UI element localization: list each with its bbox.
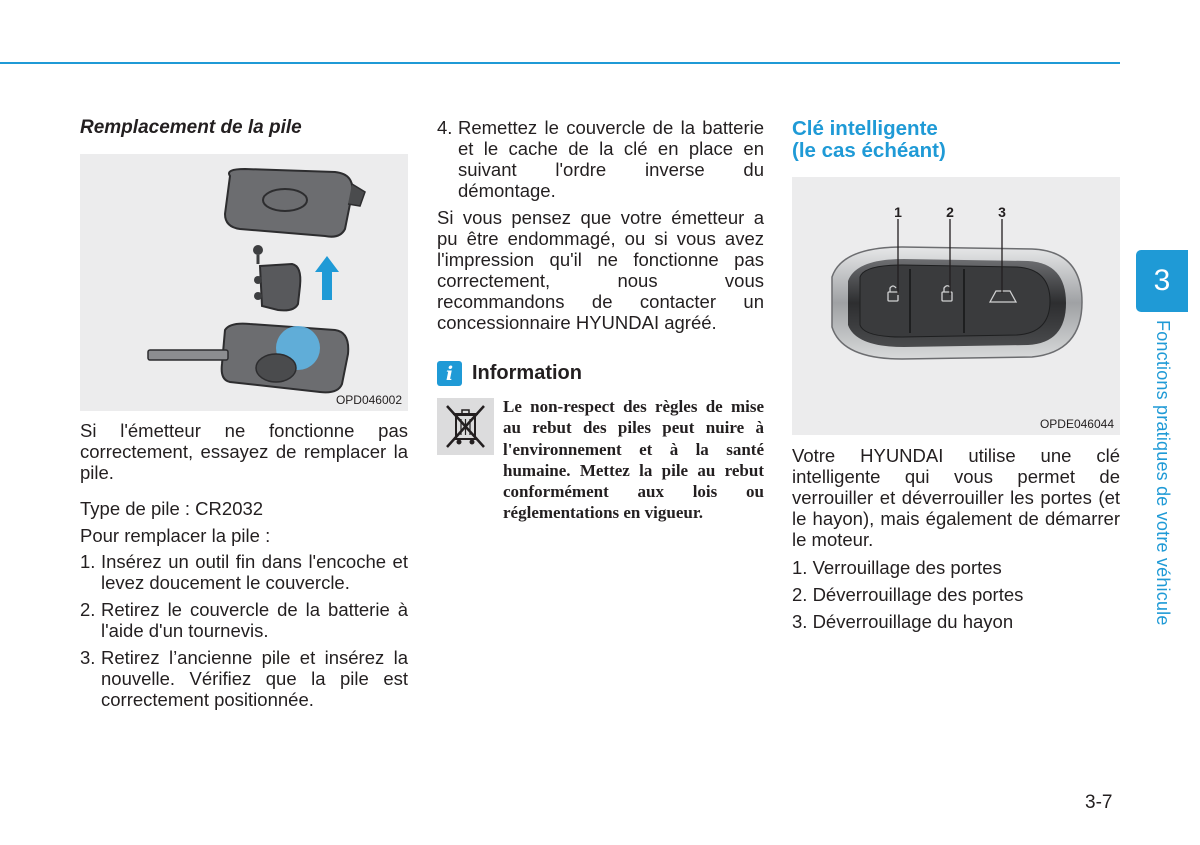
list-item: 3. Déverrouillage du hayon — [792, 611, 1014, 632]
chapter-number-tab: 3 — [1136, 250, 1188, 312]
damage-paragraph: Si vous pensez que votre émetteur a pu être endommagé, ou si vous avez l'impression qu'il ne fonctionne pas correctement, nous vous recommandons de contacter un concessionnaire HYUNDAI agréé. — [437, 207, 764, 333]
button-label-2: 2 — [946, 204, 954, 220]
crossed-bin-icon — [437, 398, 494, 455]
info-icon: i — [437, 361, 462, 386]
info-text: Le non-respect des règles de mise au rebut des piles peut nuire à l'environnement et à la santé humaine. Mettez la pile au rebut conformément aux lois ou réglementations en vigueur. — [503, 397, 764, 523]
top-rule — [0, 62, 1120, 64]
key-disassembly-figure — [80, 154, 408, 411]
smart-key-title: Clé intelligente (le cas échéant) — [792, 117, 946, 162]
intro-paragraph: Si l'émetteur ne fonctionne pas correctement, essayez de remplacer la pile. — [80, 420, 408, 483]
step4-list — [437, 117, 764, 207]
info-title: Information — [472, 362, 582, 384]
smart-key-illustration — [792, 177, 1120, 435]
smart-key-items — [792, 557, 1120, 632]
list-item: 2. Retirez le couvercle de la batterie à l'aide d'un tournevis. — [80, 599, 408, 641]
key-disassembly-illustration — [80, 154, 408, 411]
info-header — [437, 361, 582, 386]
how-to-label: Pour remplacer la pile : — [80, 525, 271, 546]
list-item: 4. Remettez le couvercle de la batterie et le cache de la clé en place en suivant l'ordre inverse du démontage. — [437, 117, 764, 201]
smart-key-intro: Votre HYUNDAI utilise une clé intelligente qui vous permet de verrouiller et déverrouiller les portes (et le hayon), mais également de démarrer le moteur. — [792, 445, 1120, 550]
list-item: 1. Verrouillage des portes — [792, 557, 1002, 578]
figure-code: OPDE046044 — [1039, 417, 1114, 431]
page-number: 3-7 — [1085, 792, 1113, 813]
list-item: 3. Retirez l’ancienne pile et insérez la nouvelle. Vérifiez que la pile est correctement positionnée. — [80, 647, 408, 710]
steps-list — [80, 551, 408, 716]
section-title-battery: Remplacement de la pile — [80, 117, 302, 138]
button-label-1: 1 — [894, 204, 902, 220]
list-item: 2. Déverrouillage des portes — [792, 584, 1024, 605]
list-item: 1. Insérez un outil fin dans l'encoche et levez doucement le couvercle. — [80, 551, 408, 593]
button-label-3: 3 — [998, 204, 1006, 220]
chapter-title: Fonctions pratiques de votre véhicule — [1153, 320, 1173, 626]
figure-code: OPD046002 — [335, 393, 402, 407]
smart-key-figure — [792, 177, 1120, 435]
battery-type: Type de pile : CR2032 — [80, 498, 264, 519]
